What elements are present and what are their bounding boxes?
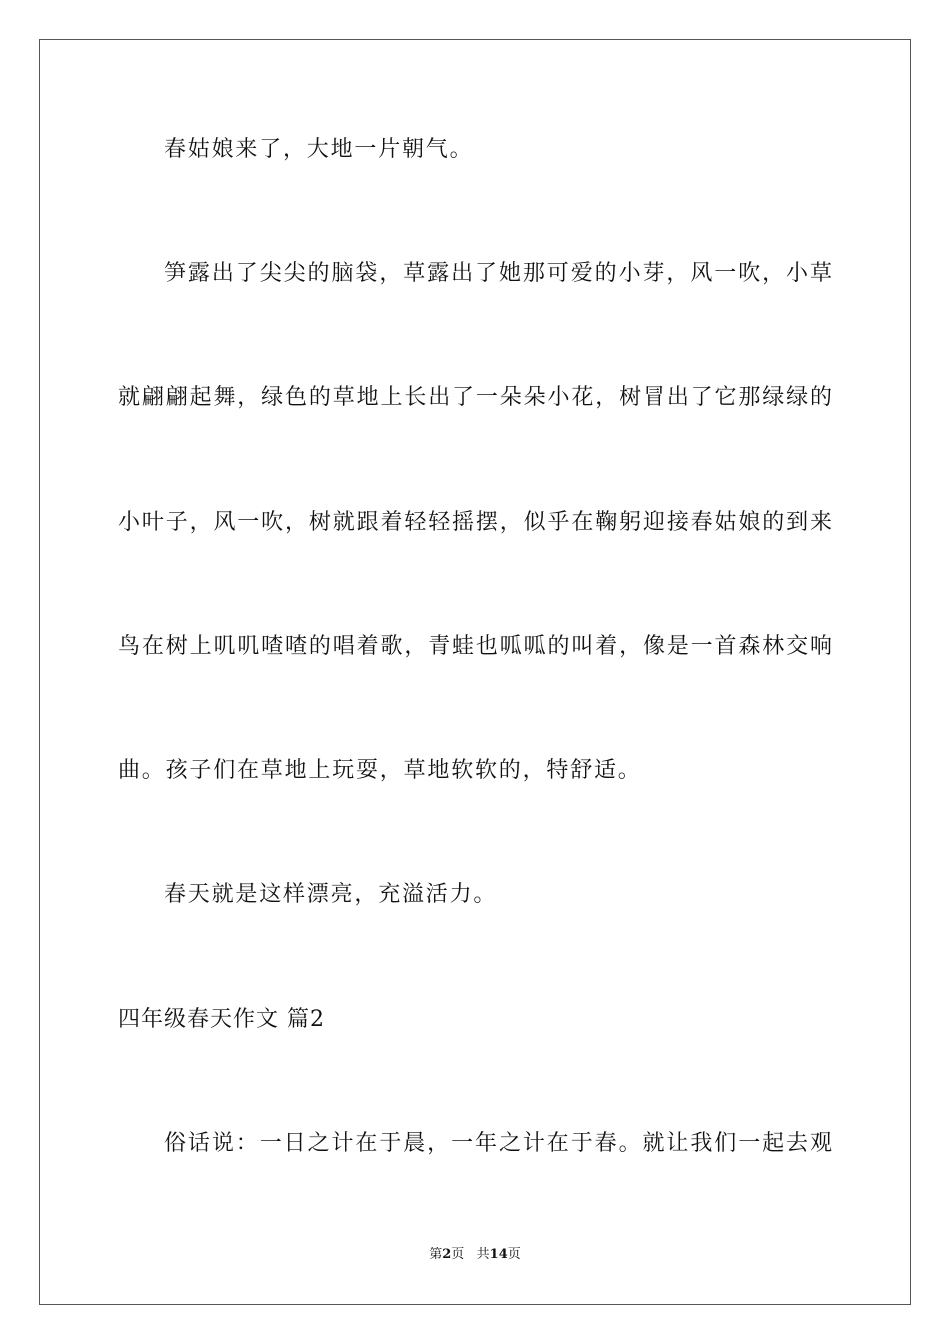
page-frame [39,39,911,1305]
paragraph-line: 曲。孩子们在草地上玩耍，草地软软的，特舒适。 [118,758,642,783]
section-heading: 四年级春天作文 篇2 [118,1007,325,1032]
current-page-number: 2 [442,1247,452,1262]
total-page-count: 14 [489,1247,508,1262]
paragraph-line: 春天就是这样漂亮，充溢活力。 [164,882,498,907]
page-footer [0,1246,950,1264]
footer-middle: 页 共 [451,1247,490,1262]
paragraph-line: 俗话说：一日之计在于晨，一年之计在于春。就让我们一起去观 [164,1131,832,1156]
paragraph-line: 笋露出了尖尖的脑袋，草露出了她那可爱的小芽，风一吹，小草 [164,261,832,286]
footer-prefix: 第 [429,1247,443,1262]
paragraph-line: 春姑娘来了，大地一片朝气。 [164,137,474,162]
paragraph-line: 就翩翩起舞，绿色的草地上长出了一朵朵小花，树冒出了它那绿绿的 [118,385,832,410]
paragraph-line: 鸟在树上叽叽喳喳的唱着歌，青蛙也呱呱的叫着，像是一首森林交响 [118,634,832,659]
footer-suffix: 页 [507,1247,521,1262]
paragraph-line: 小叶子，风一吹，树就跟着轻轻摇摆，似乎在鞠躬迎接春姑娘的到来 [118,510,832,535]
